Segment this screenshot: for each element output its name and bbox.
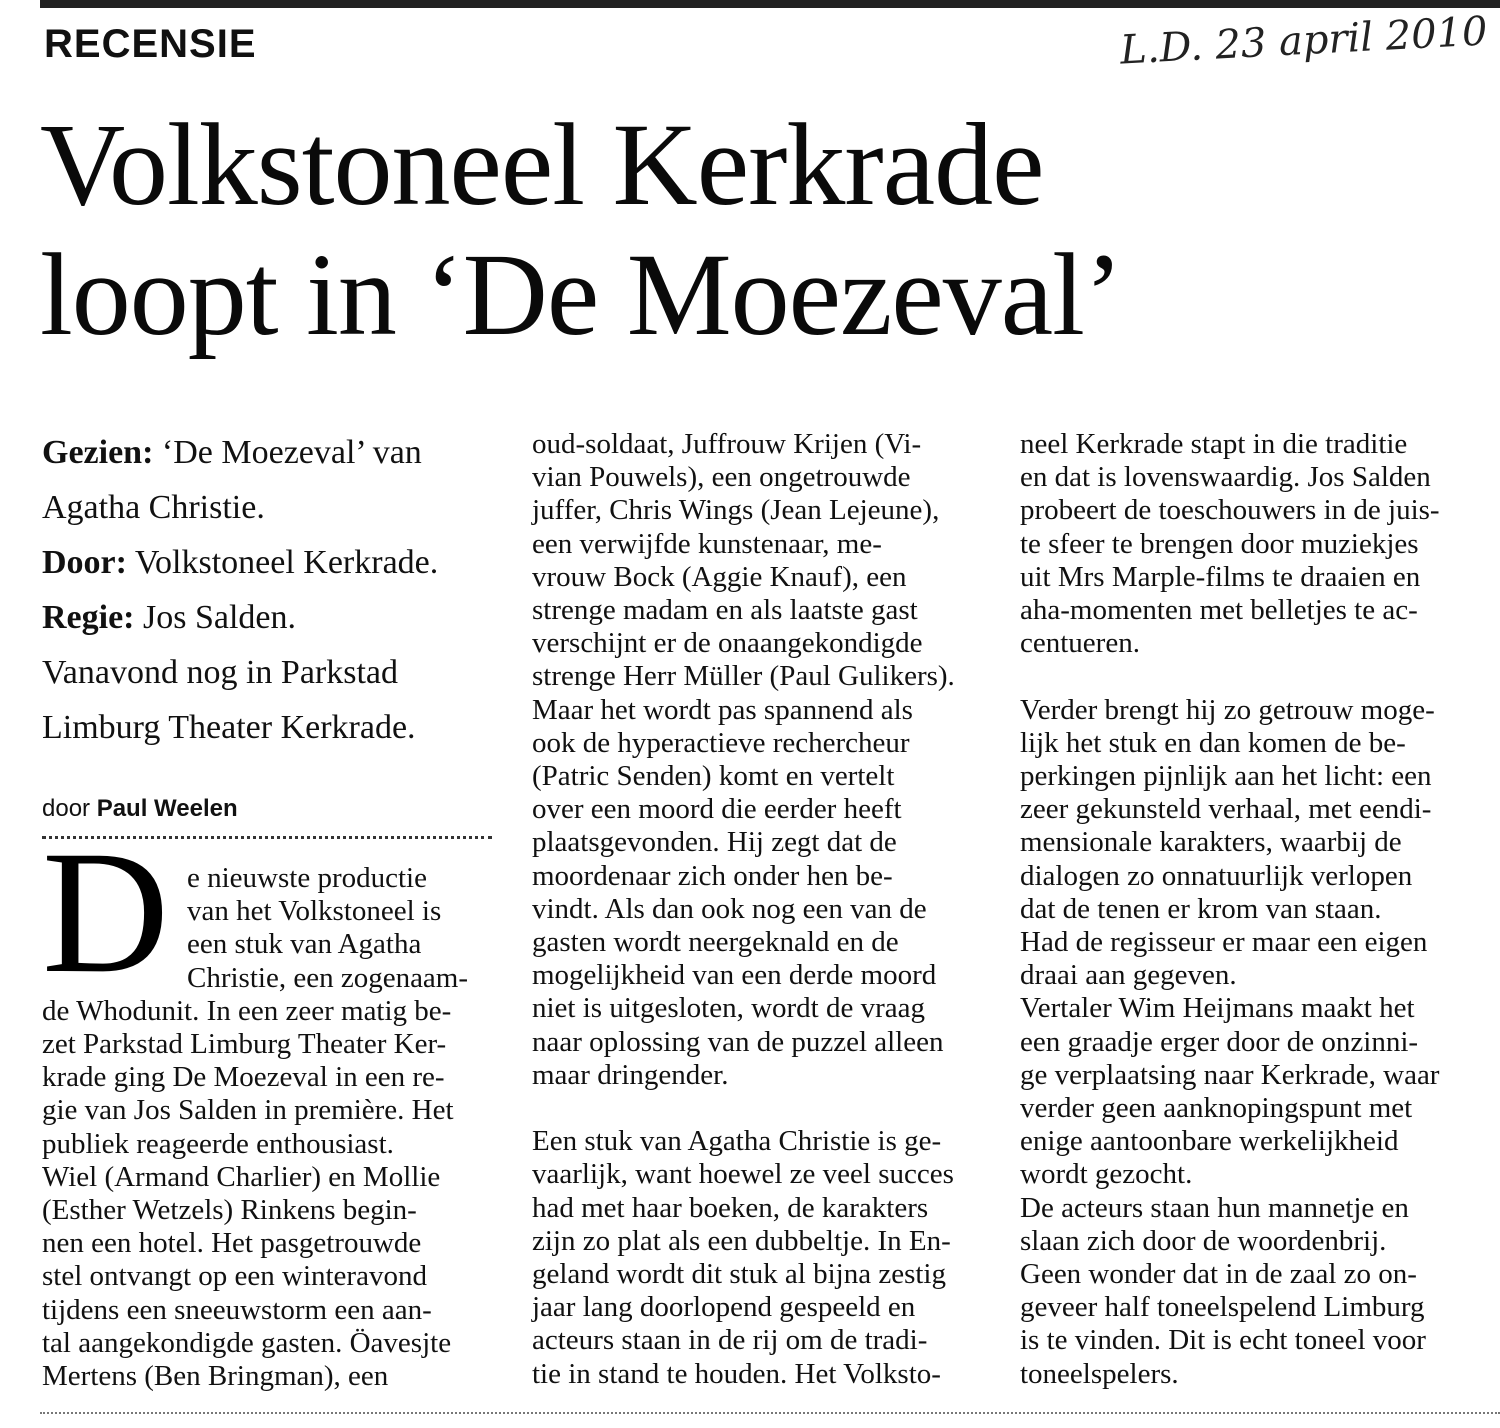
text-line: probeert de toeschouwers in de juis- xyxy=(1020,494,1440,527)
text-line: acteurs staan in de rij om de tradi- xyxy=(532,1324,928,1357)
text-line: Een stuk van Agatha Christie is ge- xyxy=(532,1125,942,1158)
text-line: neel Kerkrade stapt in die traditie xyxy=(1020,428,1408,460)
text-line: wordt gezocht. xyxy=(1020,1158,1193,1191)
handwritten-date-note: L.D. 23 april 2010 xyxy=(1119,8,1489,74)
text-line: krade ging De Moezeval in een re- xyxy=(42,1061,445,1094)
text-line: lijk het stuk en dan komen de be- xyxy=(1020,726,1406,759)
text-line: Christie, een zogenaam- xyxy=(187,961,469,994)
text-line: dat de tenen er krom van staan. xyxy=(1020,892,1382,925)
bottom-rule xyxy=(40,1412,1500,1414)
fact-text: Limburg Theater Kerkrade. xyxy=(42,709,416,746)
text-line: gie van Jos Salden in première. Het xyxy=(42,1094,454,1127)
text-line: perkingen pijnlijk aan het licht: een xyxy=(1020,760,1432,793)
text-line: is te vinden. Dit is echt toneel voor xyxy=(1020,1324,1426,1357)
text-line: ge verplaatsing naar Kerkrade, waar xyxy=(1020,1058,1440,1091)
headline xyxy=(40,100,1480,360)
text-line: vian Pouwels), een ongetrouwde xyxy=(532,461,911,494)
text-line: maar dringender. xyxy=(532,1058,729,1091)
text-line: vindt. Als dan ook nog een van de xyxy=(532,892,927,925)
text-line: uit Mrs Marple-films te draaien en xyxy=(1020,560,1421,593)
text-line: een verwijfde kunstenaar, me- xyxy=(532,527,882,560)
fact-label: Gezien: xyxy=(42,434,154,471)
text-line: vaarlijk, want hoewel ze veel succes xyxy=(532,1158,954,1191)
text-line: mensionale karakters, waarbij de xyxy=(1020,826,1402,859)
headline-line: loopt in ‘De Moezeval’ xyxy=(40,229,1123,360)
text-line: toneelspelers. xyxy=(1020,1357,1179,1390)
text-line: ook de hyperactieve rechercheur xyxy=(532,726,910,759)
text-line: (Patric Senden) komt en vertelt xyxy=(532,760,895,793)
text-line: geveer half toneelspelend Limburg xyxy=(1020,1291,1425,1324)
text-line: enige aantoonbare werkelijkheid xyxy=(1020,1125,1399,1158)
fact-line xyxy=(42,700,502,755)
text-line: had met haar boeken, de karakters xyxy=(532,1191,929,1224)
text-line: niet is uitgesloten, wordt de vraag xyxy=(532,992,926,1025)
fact-text: Agatha Christie. xyxy=(42,489,265,526)
text-line: tal aangekondigde gasten. Öavesjte xyxy=(42,1326,452,1359)
text-line: plaatsgevonden. Hij zegt dat de xyxy=(532,826,897,859)
text-line: een graadje erger door de onzinni- xyxy=(1020,1025,1419,1058)
fact-line xyxy=(42,645,502,700)
text-line: tijdens een sneeuwstorm een aan- xyxy=(42,1293,432,1326)
text-line: verder geen aanknopingspunt met xyxy=(1020,1092,1413,1125)
text-line: tie in stand te houden. Het Volksto- xyxy=(532,1357,941,1390)
text-line: jaar lang doorlopend gespeeld en xyxy=(532,1291,916,1324)
text-line: te sfeer te brengen door muziekjes xyxy=(1020,527,1419,560)
text-line: de Whodunit. In een zeer matig be- xyxy=(42,994,452,1027)
article-column-1 xyxy=(42,862,492,1393)
headline-line: Volkstoneel Kerkrade xyxy=(40,99,1044,230)
text-line: draai aan gegeven. xyxy=(1020,959,1237,992)
text-line: stel ontvangt op een winteravond xyxy=(42,1260,427,1293)
text-line: en dat is lovenswaardig. Jos Salden xyxy=(1020,461,1431,494)
text-line: moordenaar zich onder hen be- xyxy=(532,859,893,892)
text-line: Wiel (Armand Charlier) en Mollie xyxy=(42,1160,441,1193)
text-line: over een moord die eerder heeft xyxy=(532,793,902,826)
text-line: strenge Herr Müller (Paul Gulikers). xyxy=(532,660,955,693)
section-label: RECENSIE xyxy=(44,22,257,66)
byline-prefix: door xyxy=(42,795,97,822)
byline-author: Paul Weelen xyxy=(96,795,238,822)
fact-line xyxy=(42,480,502,535)
text-line: naar oplossing van de puzzel alleen xyxy=(532,1025,944,1058)
text-line: zet Parkstad Limburg Theater Ker- xyxy=(42,1028,447,1061)
text-line: een stuk van Agatha xyxy=(187,928,422,961)
text-line: (Esther Wetzels) Rinkens begin- xyxy=(42,1194,417,1227)
fact-label: Door: xyxy=(42,544,127,581)
fact-line xyxy=(42,590,502,645)
text-line: nen een hotel. Het pasgetrouwde xyxy=(42,1227,422,1260)
text-line: Mertens (Ben Bringman), een xyxy=(42,1360,389,1393)
text-line: e nieuwste productie xyxy=(187,862,427,894)
text-line: geland wordt dit stuk al bijna zestig xyxy=(532,1258,946,1291)
fact-text: Vanavond nog in Parkstad xyxy=(42,654,399,691)
text-line: publiek reageerde enthousiast. xyxy=(42,1127,394,1160)
text-line: juffer, Chris Wings (Jean Lejeune), xyxy=(532,494,940,527)
text-line: slaan zich door de woordenbrij. xyxy=(1020,1224,1387,1257)
fact-text: Volkstoneel Kerkrade. xyxy=(126,544,439,581)
text-line: oud-soldaat, Juffrouw Krijen (Vi- xyxy=(532,428,922,460)
text-line: aha-momenten met belletjes te ac- xyxy=(1020,594,1418,627)
text-line: zeer gekunsteld verhaal, met eendi- xyxy=(1020,793,1432,826)
article-column-3 xyxy=(1020,428,1470,1391)
fact-label: Regie: xyxy=(42,599,135,636)
top-rule xyxy=(40,0,1500,8)
paragraph-gap xyxy=(1020,660,1470,693)
fact-line xyxy=(42,425,502,480)
paragraph-gap xyxy=(532,1092,984,1125)
fact-text: ‘De Moezeval’ van xyxy=(153,434,422,471)
drop-cap: D xyxy=(42,815,170,1010)
text-line: verschijnt er de onaangekondigde xyxy=(532,627,923,660)
fact-text: Jos Salden. xyxy=(134,599,297,636)
text-line: mogelijkheid van een derde moord xyxy=(532,959,937,992)
text-line: zijn zo plat als een dubbeltje. In En- xyxy=(532,1224,951,1257)
text-line: strenge madam en als laatste gast xyxy=(532,594,918,627)
text-line: vrouw Bock (Aggie Knauf), een xyxy=(532,560,907,593)
text-line: Maar het wordt pas spannend als xyxy=(532,693,913,726)
text-line: dialogen zo onnatuurlijk verlopen xyxy=(1020,859,1413,892)
article-column-2 xyxy=(532,428,984,1391)
review-facts xyxy=(42,425,502,755)
text-line: Vertaler Wim Heijmans maakt het xyxy=(1020,992,1415,1025)
text-line: Geen wonder dat in de zaal zo on- xyxy=(1020,1258,1417,1291)
text-line: centueren. xyxy=(1020,627,1140,660)
text-line: gasten wordt neergeknald en de xyxy=(532,926,899,959)
text-line: Had de regisseur er maar een eigen xyxy=(1020,926,1428,959)
text-line: van het Volkstoneel is xyxy=(187,895,442,928)
text-line: De acteurs staan hun mannetje en xyxy=(1020,1191,1409,1224)
text-line: Verder brengt hij zo getrouw moge- xyxy=(1020,693,1435,726)
fact-line xyxy=(42,535,502,590)
